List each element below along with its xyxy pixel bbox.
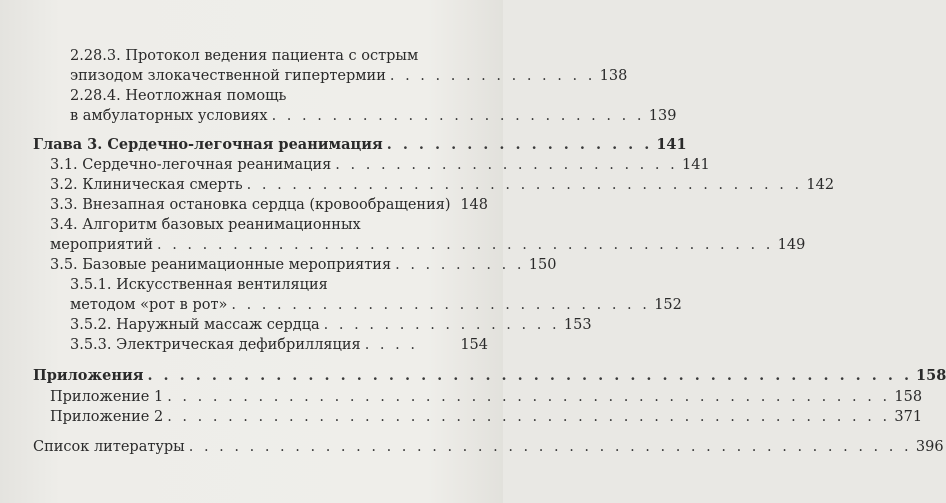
toc-entry-text: 3.1. Сердечно-легочная реанимация	[50, 157, 332, 173]
toc-entry	[0, 387, 923, 407]
toc-entry	[0, 275, 503, 295]
toc-page-number: 138	[599, 68, 628, 84]
dot-leader: . . . . . . . . . . . . . . . . . . . . . . . . . . . . . . . . . . . . . . . . . . . . . . . .	[147, 367, 913, 384]
toc-chapter	[0, 366, 946, 386]
toc-entry-text: Список литературы	[33, 439, 185, 455]
toc-entry-text: методом «рот в рот»	[70, 297, 228, 313]
toc-entry	[0, 255, 557, 275]
toc-page-number: 371	[894, 409, 923, 425]
toc-page-number: 139	[648, 108, 677, 124]
dot-leader: . . . . . . . . . . . . . . . . . . . . . . . . . . . . . . . . . . . . . . . . . . . . . . . .	[167, 409, 891, 425]
toc-entry	[0, 46, 503, 66]
toc-entry	[0, 155, 710, 175]
dot-leader: . . . . . . . . . . . . . . . . . . . . . . . . . . . . . . . . . . . . . . . . .	[156, 237, 774, 253]
dot-leader: . . . . . . . . . . . . . . . .	[323, 317, 560, 333]
toc-entry-text: 3.5. Базовые реанимационные мероприятия	[50, 257, 392, 273]
toc-entry-text: 3.4. Алгоритм базовых реанимационных	[50, 217, 361, 233]
toc-chapter	[0, 135, 687, 155]
toc-page-number: 150	[528, 257, 557, 273]
toc-entry-text: 2.28.3. Протокол ведения пациента с острым	[70, 48, 419, 64]
toc-entry	[0, 175, 835, 195]
dot-leader: . . . . . . . . . . . . . . . . . . . . . . . . . . . . . . . . . . . . . . . . . . . . . . . .	[167, 389, 891, 405]
dot-leader: . . . . . . . . .	[395, 257, 525, 273]
toc-entry-text: 3.5.3. Электрическая дефибрилляция	[70, 337, 361, 353]
toc-page-number: 149	[777, 237, 806, 253]
toc-entry-text: 2.28.4. Неотложная помощь	[70, 88, 287, 104]
toc-entry-text: эпизодом злокачественной гипертермии	[70, 68, 386, 84]
toc-page-number: 153	[563, 317, 592, 333]
toc-entry-text: в амбулаторных условиях	[70, 108, 268, 124]
toc-entry	[0, 215, 503, 235]
toc-entry-text: Приложение 1	[50, 389, 164, 405]
dot-leader: . . . . . . . . . . . . . . . . .	[386, 136, 653, 153]
toc-chapter-title: Приложения	[33, 367, 144, 384]
toc-entry	[0, 407, 923, 427]
dot-leader: . . . . . . . . . . . . . . . . . . . . . . . . . . . . . . . . . . . . .	[246, 177, 803, 193]
dot-leader: . . . . . . . . . . . . . . . . . . . . . . . . .	[271, 108, 645, 124]
dot-leader: . . . . . . . . . . . . . . . . . . . . . . . . . . . . . . . . . . . . . . . . . . . . . . . .	[188, 439, 912, 455]
dot-leader	[455, 195, 456, 215]
toc-entry-text: 3.3. Внезапная остановка сердца (кровообращения)	[50, 197, 451, 213]
toc-page-number: 142	[806, 177, 835, 193]
toc-entry	[0, 295, 682, 315]
dot-leader: . . . . . . . . . . . . . . . . . . . . . . . . . . . .	[231, 297, 650, 313]
toc-chapter-title: Глава 3. Сердечно-легочная реанимация	[33, 136, 383, 153]
toc-entry	[0, 235, 806, 255]
dot-leader: . . . . . . . . . . . . . . . . . . . . . . .	[335, 157, 678, 173]
toc-page-number: 158	[916, 367, 946, 384]
toc-entry-text: 3.5.2. Наружный массаж сердца	[70, 317, 320, 333]
toc-page-number: 141	[656, 136, 687, 153]
toc-page-number: 152	[654, 297, 682, 313]
toc-entry	[0, 86, 503, 106]
toc-page-number: 158	[894, 389, 923, 405]
toc-page-number: 396	[915, 439, 944, 455]
toc-page-number: 148	[460, 197, 488, 213]
toc-entry	[0, 315, 592, 335]
toc-entry	[0, 106, 677, 126]
toc-entry-text: 3.2. Клиническая смерть	[50, 177, 243, 193]
dot-leader: . . . .	[364, 337, 418, 353]
toc-entry-text: 3.5.1. Искусственная вентиляция	[70, 277, 328, 293]
toc-entry-text: Приложение 2	[50, 409, 164, 425]
dot-leader: . . . . . . . . . . . . . .	[389, 68, 596, 84]
toc-entry	[0, 437, 944, 457]
toc-entry	[0, 335, 503, 355]
toc-entry	[0, 195, 503, 215]
toc-page-number: 154	[460, 337, 488, 353]
toc-entry-text: мероприятий	[50, 237, 153, 253]
toc-entry	[0, 66, 628, 86]
toc-page-number: 141	[682, 157, 710, 173]
